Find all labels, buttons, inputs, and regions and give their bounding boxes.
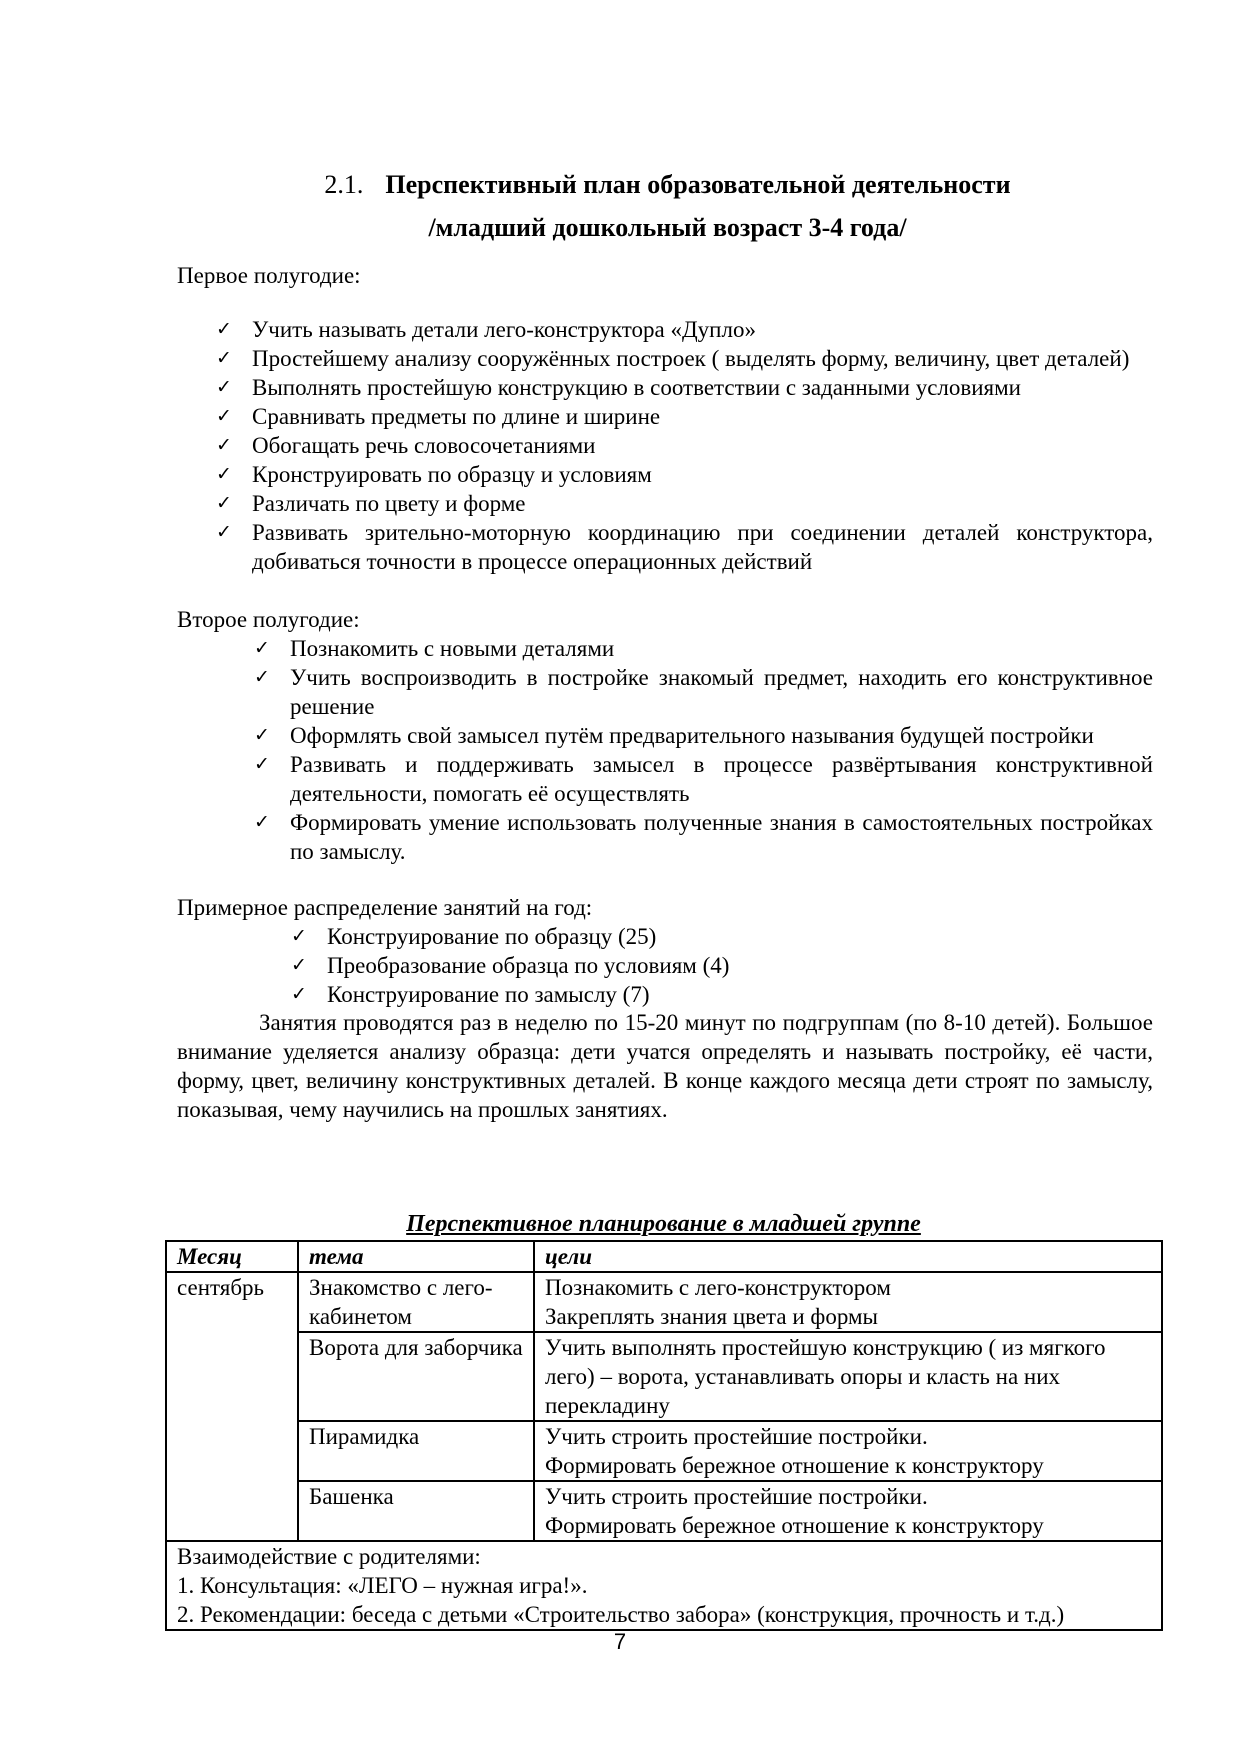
list-item: ✓ Кронструировать по образцу и условиям <box>216 462 652 487</box>
table-row <box>166 1332 1162 1421</box>
list-item: ✓ Конструирование по образцу (25) <box>291 924 657 949</box>
list-item: ✓ Обогащать речь словосочетаниями <box>216 433 596 458</box>
list-item: ✓ Познакомить с новыми деталями <box>254 636 615 661</box>
column-header-goals: цели <box>534 1241 1162 1272</box>
list-item: ✓ Простейшему анализу сооружённых построек ( выделять форму, величину, цвет деталей) <box>216 346 1130 371</box>
goal-line: Закреплять знания цвета и формы <box>545 1304 878 1329</box>
goals-cell <box>534 1421 1162 1481</box>
goals-cell <box>534 1272 1162 1332</box>
check-mark-icon: ✓ <box>291 983 307 1005</box>
list-item: ✓ Сравнивать предметы по длине и ширине <box>216 404 661 429</box>
heading-number: 2.1. <box>324 170 364 199</box>
table-header-row <box>166 1241 1162 1272</box>
list-item: ✓ Развивать и поддерживать замысел в процессе развёртывания конструктивной деятельности, помогать её осуществлять <box>254 752 1153 806</box>
check-mark-icon: ✓ <box>216 376 232 398</box>
table-row <box>166 1421 1162 1481</box>
heading-line-1 <box>160 163 1120 206</box>
goal-line: Формировать бережное отношение к конструктору <box>545 1513 1044 1538</box>
topic-cell: Башенка <box>298 1481 534 1541</box>
table-row <box>166 1272 1162 1332</box>
goal-line: Учить выполнять простейшую конструкцию ( из мягкого лего) – ворота, устанавливать опоры и класть на них перекладину <box>545 1335 1106 1418</box>
check-mark-icon: ✓ <box>216 492 232 514</box>
goal-line: Формировать бережное отношение к конструктору <box>545 1453 1044 1478</box>
check-mark-icon: ✓ <box>216 405 232 427</box>
distribution-list <box>291 922 1153 1009</box>
list-item: ✓ Формировать умение использовать полученные знания в самостоятельных постройках по замыслу. <box>254 810 1153 864</box>
list-item: ✓ Конструирование по замыслу (7) <box>291 982 650 1007</box>
list-item: ✓ Различать по цвету и форме <box>216 491 526 516</box>
check-mark-icon: ✓ <box>254 811 270 833</box>
heading-subtitle: /младший дошкольный возраст 3-4 года/ <box>428 213 907 242</box>
goal-line: Учить строить простейшие постройки. <box>545 1484 928 1509</box>
topic-cell: Пирамидка <box>298 1421 534 1481</box>
check-mark-icon: ✓ <box>216 463 232 485</box>
check-mark-icon: ✓ <box>254 753 270 775</box>
first-half-list <box>216 315 1153 576</box>
parents-label: Взаимодействие с родителями: <box>177 1544 481 1569</box>
goals-cell <box>534 1481 1162 1541</box>
goal-line: Познакомить с лего-конструктором <box>545 1275 891 1300</box>
column-header-topic: тема <box>298 1241 534 1272</box>
parents-row <box>166 1541 1162 1630</box>
first-half-label: Первое полугодие: <box>177 263 361 288</box>
table-row <box>166 1481 1162 1541</box>
column-header-month: Месяц <box>166 1241 298 1272</box>
heading-title: Перспективный план образовательной деятельности <box>385 170 1011 199</box>
second-half-label: Второе полугодие: <box>177 607 360 632</box>
check-mark-icon: ✓ <box>216 434 232 456</box>
list-item: ✓ Развивать зрительно-моторную координацию при соединении деталей конструктора, добиваться точности в процессе операционных действий <box>216 520 1153 574</box>
list-item: ✓ Оформлять свой замысел путём предварительного называния будущей постройки <box>254 723 1094 748</box>
list-item: ✓ Преобразование образца по условиям (4) <box>291 953 730 978</box>
check-mark-icon: ✓ <box>291 954 307 976</box>
check-mark-icon: ✓ <box>291 925 307 947</box>
check-mark-icon: ✓ <box>216 521 232 543</box>
planning-table <box>165 1240 1163 1631</box>
goals-cell <box>534 1332 1162 1421</box>
parents-item: 1. Консультация: «ЛЕГО – нужная игра!». <box>177 1573 588 1598</box>
month-cell: сентябрь <box>166 1272 298 1541</box>
check-mark-icon: ✓ <box>254 724 270 746</box>
table-title: Перспективное планирование в младшей группе <box>406 1211 921 1237</box>
list-item: ✓ Учить называть детали лего-конструктора «Дупло» <box>216 317 756 342</box>
check-mark-icon: ✓ <box>254 637 270 659</box>
page-number: 7 <box>613 1629 627 1654</box>
goal-line: Учить строить простейшие постройки. <box>545 1424 928 1449</box>
topic-cell: Ворота для заборчика <box>298 1332 534 1421</box>
check-mark-icon: ✓ <box>216 318 232 340</box>
parents-cell <box>166 1541 1162 1630</box>
list-item: ✓ Выполнять простейшую конструкцию в соответствии с заданными условиями <box>216 375 1021 400</box>
distribution-label: Примерное распределение занятий на год: <box>177 895 593 920</box>
section-heading <box>160 163 1120 249</box>
schedule-paragraph: Занятия проводятся раз в неделю по 15-20 минут по подгруппам (по 8-10 детей). Большое внимание уделяется анализу образца: дети учатся определять и называть постройку, её части, форму, цвет, величину конструктивных деталей. В конце каждого месяца дети строят по замыслу, показывая, чему научились на прошлых занятиях. <box>177 1010 1153 1122</box>
parents-item: 2. Рекомендации: беседа с детьми «Строительство забора» (конструкция, прочность и т.д.) <box>177 1602 1065 1627</box>
topic-cell: Знакомство с лего-кабинетом <box>298 1272 534 1332</box>
list-item: ✓ Учить воспроизводить в постройке знакомый предмет, находить его конструктивное решение <box>254 665 1153 719</box>
second-half-list <box>254 634 1153 866</box>
check-mark-icon: ✓ <box>254 666 270 688</box>
check-mark-icon: ✓ <box>216 347 232 369</box>
